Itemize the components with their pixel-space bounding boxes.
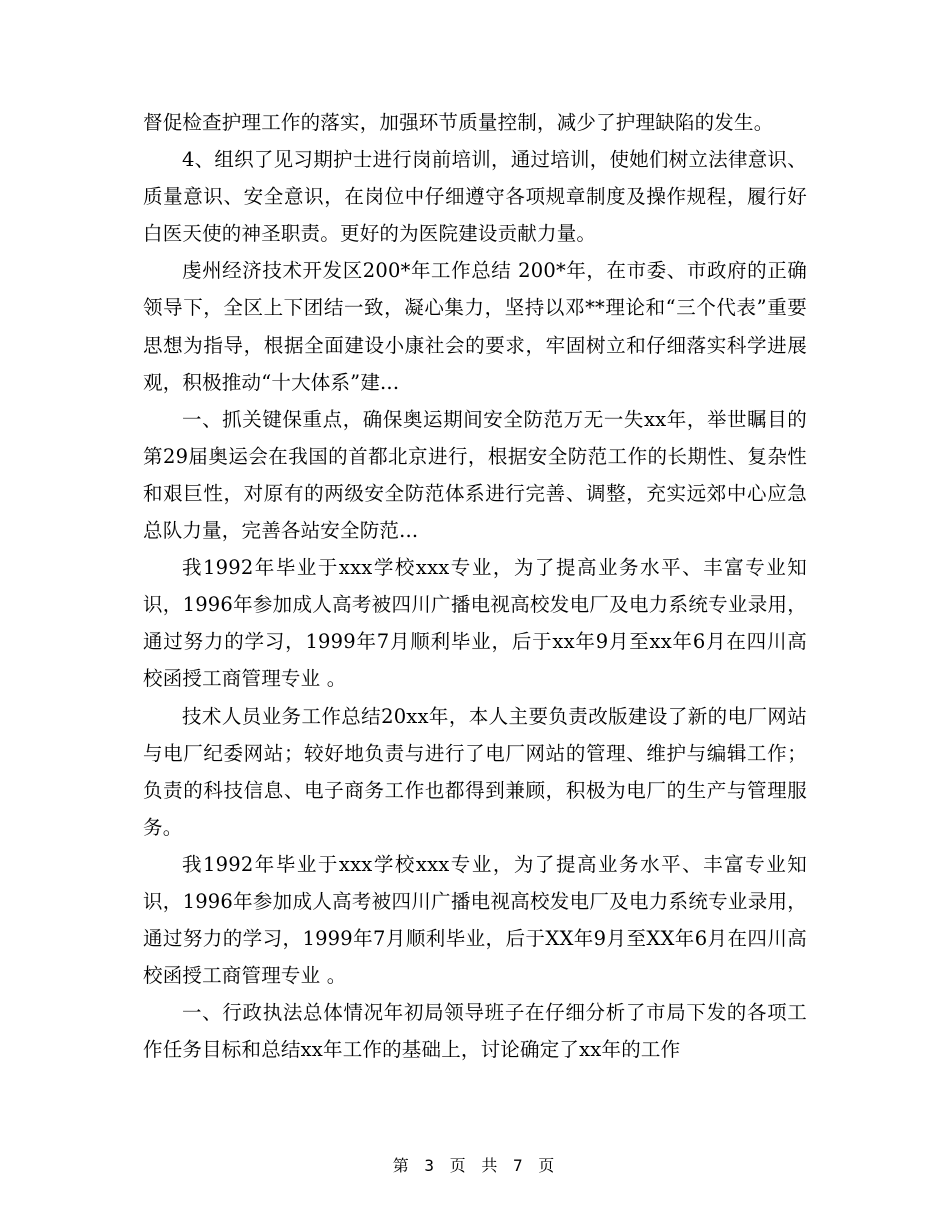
paragraph-6: 技术人员业务工作总结20xx年，本人主要负责改版建设了新的电厂网站与电厂纪委网站；较好地负责与进行了电厂网站的管理、维护与编辑工作；负责的科技信息、电子商务工作也都得到兼顾，积极为电厂的生产与管理服务。 [143,704,807,839]
document-body [143,104,807,1068]
paragraph-8: 一、行政执法总体情况年初局领导班子在仔细分析了市局下发的各项工作任务目标和总结xx年工作的基础上，讨论确定了xx年的工作 [143,1001,807,1062]
paragraph-7: 我1992年毕业于xxx学校xxx专业，为了提高业务水平、丰富专业知识，1996年参加成人高考被四川广播电视高校发电厂及电力系统专业录用，通过努力的学习，1999年7月顺利毕业，后于XX年9月至XX年6月在四川高校函授工商管理专业 。 [143,852,807,988]
paragraph-1: 督促检查护理工作的落实，加强环节质量控制，减少了护理缺陷的发生。 [143,111,774,134]
paragraph-5: 我1992年毕业于xxx学校xxx专业，为了提高业务水平、丰富专业知识，1996年参加成人高考被四川广播电视高校发电厂及电力系统专业录用，通过努力的学习，1999年7月顺利毕业，后于xx年9月至xx年6月在四川高校函授工商管理专业 。 [143,556,807,691]
paragraph-3: 虔州经济技术开发区200*年工作总结 200*年，在市委、市政府的正确领导下，全区上下团结一致，凝心集力，坚持以邓**理论和“三个代表”重要思想为指导，根据全面建设小康社会的要求，牢固树立和仔细落实科学进展观，积极推动“十大体系”建... [143,259,807,394]
page-number-footer: 第 3 页 共 7 页 [392,1156,558,1175]
paragraph-2: 4、组织了见习期护士进行岗前培训，通过培训，使她们树立法律意识、质量意识、安全意识，在岗位中仔细遵守各项规章制度及操作规程，履行好白医天使的神圣职责。更好的为医院建设贡献力量。 [143,148,807,246]
paragraph-4: 一、抓关键保重点，确保奥运期间安全防范万无一失xx年，举世瞩目的第29届奥运会在我国的首都北京进行，根据安全防范工作的长期性、复杂性和艰巨性，对原有的两级安全防范体系进行完善、调整，充实远郊中心应急总队力量，完善各站安全防范... [143,407,807,543]
